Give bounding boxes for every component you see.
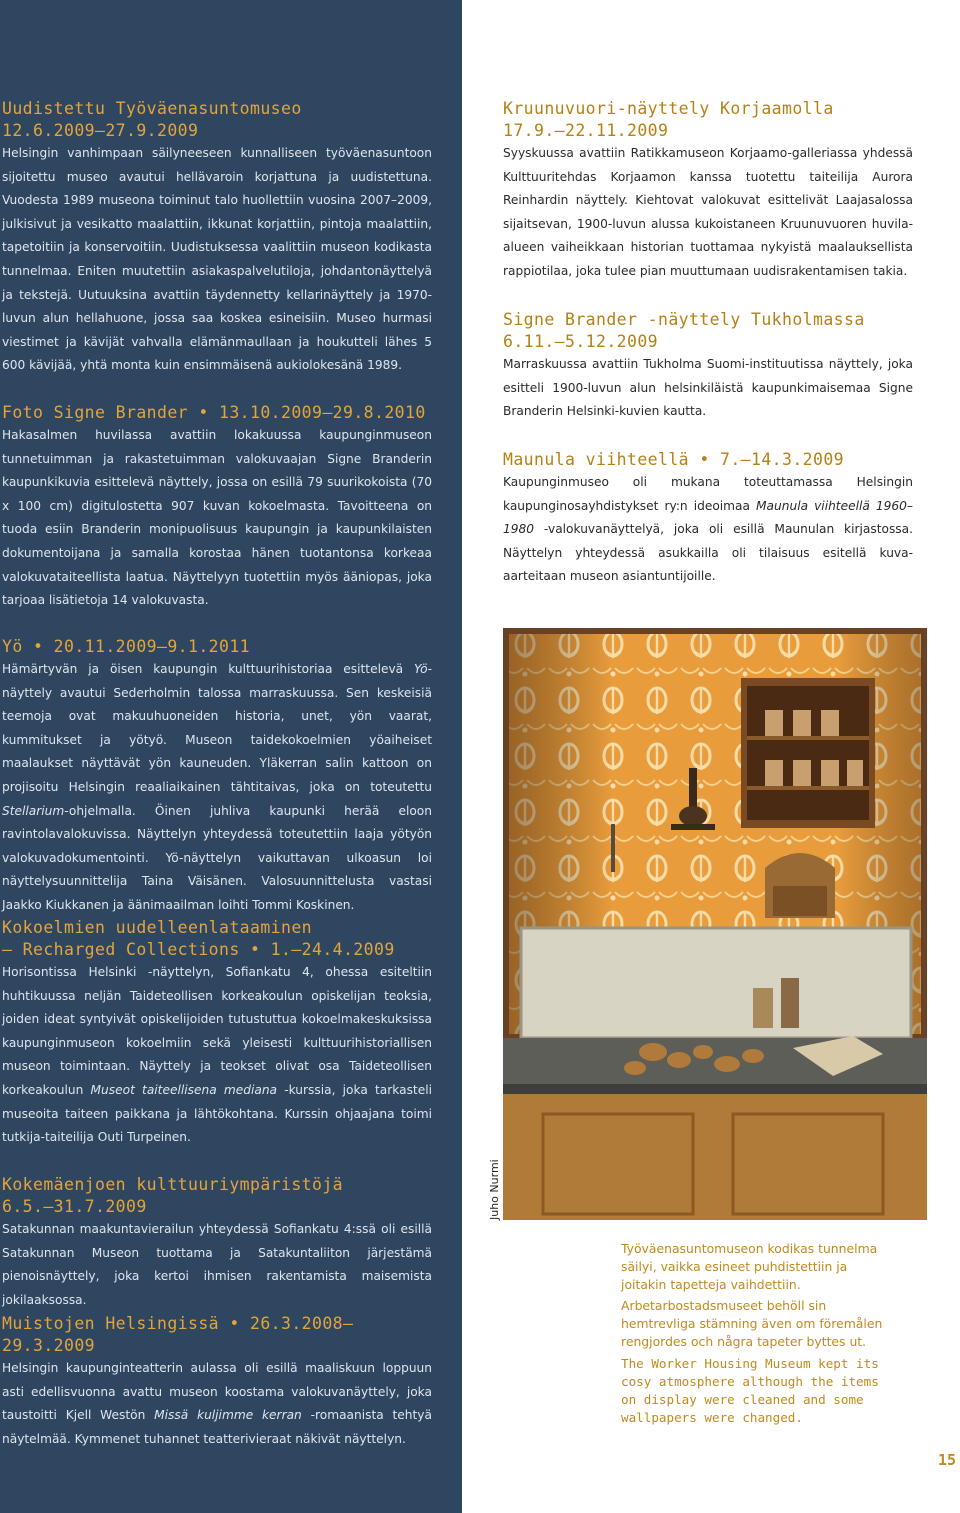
article-yo (2, 636, 432, 918)
body-text: Helsingin kaupunginteatterin aulassa oli esillä maaliskuun loppuun asti edellisvuonna avattu museon koostama valokuvanäyttely, joka taustoitti Kjell Westön (2, 1361, 432, 1423)
body-text: Kaupunginmuseo oli mukana toteuttamassa Helsingin kaupunginosayhdistykset ry:n ideoimaa (503, 475, 913, 513)
heading-line: Kruunuvuori-näyttely Korjaamolla (503, 99, 834, 118)
article-heading (503, 449, 913, 471)
article-heading (2, 917, 432, 961)
article-signe-brander-tukholma (503, 309, 913, 424)
article-muistojen-helsingissa (2, 1313, 432, 1451)
heading-line: Foto Signe Brander • 13.10.2009–29.8.2010 (2, 403, 426, 422)
article-body (2, 1357, 432, 1451)
article-heading (2, 1174, 432, 1218)
article-heading (2, 98, 432, 142)
article-foto-signe-brander (2, 402, 432, 613)
body-italic: Maunula viihteellä 1960–1980 (503, 498, 913, 537)
heading-line: Uudistettu Työväenasuntomuseo (2, 99, 302, 118)
article-maunula-viihteella (503, 449, 913, 589)
body-italic: Yö (414, 662, 428, 676)
body-italic: Stellarium (2, 803, 65, 818)
body-text: -valokuvanäyttelyä, joka oli esillä Maunulan kirjastossa. Näyttelyn yhteydessä asukkailla oli tilaisuus esitellä kuva-aarteitaan museon asiantuntijoille. (503, 522, 913, 584)
kitchen-photo-illustration (503, 628, 927, 1220)
body-text: Horisontissa Helsinki -näyttelyn, Sofiankatu 4, ohessa esiteltiin huhtikuussa neljän Taideteollisen korkeakoulun opiskelijan teoksia, joiden ideat syntyivät opiskelijoiden tutustuttua kokoelmakeskuksissa kaupunginmuseon kokoelmiin sekä yleisesti kulttuurihistoriallisen museon toimintaan. Näyttely ja teokset olivat osa Taideteollisen korkeakoulun (2, 965, 432, 1097)
article-kokemaenjoen (2, 1174, 432, 1312)
body-text: -ohjelmalla. Öinen juhliva kaupunki herää eloon ravintolavalokuvissa. Näyttelyn yhteydessä toteutettiin laaja yötyön valokuvadokumentointi. Yö-näyttelyn vaikuttavan ulkoasun loi näyttelysuunnittelija Taina Väisänen. Valosuunnittelusta vastasi Jaakko Kiukkanen ja äänimaailman loihti Tommi Koskinen. (2, 803, 432, 912)
body-text: -näyttely avautui Sederholmin talossa marraskuussa. Sen keskeisiä teemoja ovat makuuhuoneiden historia, unet, yön vaarat, kummitukset ja yötyö. Museon taidekokoelmien yöaiheiset maalaukset näyttävät yön kauneuden. Yläkerran salin kattoon on projisoitu Helsingin reaaliaikainen tähtitaivas, joka on toteutettu (2, 662, 432, 794)
article-kruunuvuori (503, 98, 913, 284)
heading-line: Maunula viihteellä • 7.–14.3.2009 (503, 450, 845, 469)
caption-sv: Arbetarbostadsmuseet behöll sin hemtrevliga stämning även om föremålen rengjordes och några tapeter byttes ut. (621, 1298, 883, 1350)
body-text: Hämärtyvän ja öisen kaupungin kulttuurihistoriaa esittelevä (2, 662, 415, 676)
article-body: Satakunnan maakuntavierailun yhteydessä Sofiankatu 4:ssä oli esillä Satakunnan Museon tuottama ja Satakuntaliiton järjestämä pienoisnäyttely, joka kertoi ihmisen rakentamista maisemista jokilaaksossa. (2, 1222, 432, 1307)
article-heading (2, 1313, 432, 1357)
article-body: Syyskuussa avattiin Ratikkamuseon Korjaamo-galleriassa yhdessä Kulttuuritehdas Korjaamon kanssa tuotettu taiteilija Aurora Reinhardin näyttely. Kiehtovat valokuvat esittelivät Laajasalossa sijaitsevan, 1900-luvun alussa kukoistaneen Kruunuvuoren huvila-alueen vaiheikkaan historian tuottamaa nykyistä maalauksellista rappiotilaa, joka tulee pian muuttumaan uudisrakentamisen takia. (503, 146, 913, 278)
body-text: -kurssia, joka tarkasteli museoita taiteen paikkana ja lähtökohtana. Kurssin ohjaajana toimi tutkija-taiteilija Outi Turpeinen. (2, 1082, 432, 1145)
heading-line: Signe Brander -näyttely Tukholmassa (503, 310, 865, 329)
article-tyovaenasuntomuseo (2, 98, 432, 378)
caption-en: The Worker Housing Museum kept its cosy atmosphere although the items on display were cleaned and some wallpapers were changed. (621, 1356, 879, 1425)
heading-line: Muistojen Helsingissä • 26.3.2008–29.3.2009 (2, 1314, 354, 1355)
heading-line: 12.6.2009–27.9.2009 (2, 121, 199, 140)
article-heading (2, 402, 432, 424)
article-body (2, 961, 432, 1150)
body-italic: Museot taiteellisena mediana (90, 1082, 278, 1097)
article-kokoelmien-uudelleenlataaminen (2, 917, 432, 1150)
article-body: Marraskuussa avattiin Tukholma Suomi-instituutissa näyttely, joka esitteli 1900-luvun alun helsinkiläistä kaupunkimaisemaa Signe Branderin Helsinki-kuvien kautta. (503, 357, 913, 419)
article-body: Hakasalmen huvilassa avattiin lokakuussa kaupunginmuseon tunnetuimman ja rakastetuimman valokuvaajan Signe Branderin kaupunkikuvia esittelevä näyttely, jossa on esillä 79 suurikokoista (70 x 100 cm) digitulostetta 907 kuvan kokoelmasta. Tavoitteena on tuoda esiin Branderin monipuolisuus kaupungin ja kaupunkilaisten dokumentoijana ja samalla korostaa hänen tuotantonsa korkeaa valokuvataiteellista laatua. Näyttelyyn tuotettiin myös ääniopas, joka tarjoaa lisätietoja 14 valokuvasta. (2, 428, 432, 608)
heading-line: – Recharged Collections • 1.–24.4.2009 (2, 940, 395, 959)
heading-line: Kokoelmien uudelleenlataaminen (2, 918, 313, 937)
heading-line: 6.11.–5.12.2009 (503, 332, 659, 351)
page-number: 15 (938, 1451, 957, 1469)
heading-line: Yö • 20.11.2009–9.1.2011 (2, 637, 251, 656)
kitchen-photo (503, 628, 927, 1220)
caption-fi: Työväenasuntomuseon kodikas tunnelma säilyi, vaikka esineet puhdistettiin ja joitakin tapetteja vaihdettiin. (621, 1241, 878, 1293)
article-body (2, 658, 432, 918)
article-heading (503, 309, 913, 353)
photo-credit: Juho Nurmi (488, 1159, 501, 1220)
article-body: Helsingin vanhimpaan säilyneeseen kunnalliseen työväenasuntoon sijoitettu museo avautui hellävaroin korjattuna ja uudistettuna. Vuodesta 1989 museona toiminut talo huollettiin vuosina 2007–2009, julkisivut ja vesikatto maalattiin, ikkunat korjattiin, pintoja maalattiin, tapetoitiin ja konservoitiin. Uudistuksessa vaalittiin museon kodikasta tunnelmaa. Eniten muutettiin asiakaspalvelutiloja, johdantonäyttelyä ja tekstejä. Uutuuksina avattiin täydennetty kellarinäyttely ja 1970-luvun alun hellahuone, jossa saa koskea esineisiin. Museo hurmasi viestimet ja kävijät vahvalla elämänmaullaan ja houkutteli lähes 5 600 kävijää, yhtä monta kuin ensimmäisenä aukiolokesänä 1989. (2, 146, 432, 373)
heading-line: 6.5.–31.7.2009 (2, 1197, 147, 1216)
body-italic: Missä kuljimme kerran (154, 1408, 302, 1423)
article-heading (503, 98, 913, 142)
article-heading (2, 636, 432, 658)
body-text: -romaanista tehtyä näytelmää. Kymmenet tuhannet teatterivieraat näkivät näyttelyn. (2, 1408, 432, 1446)
heading-line: Kokemäenjoen kulttuuriympäristöjä (2, 1175, 344, 1194)
heading-line: 17.9.–22.11.2009 (503, 121, 669, 140)
article-body (503, 471, 913, 589)
